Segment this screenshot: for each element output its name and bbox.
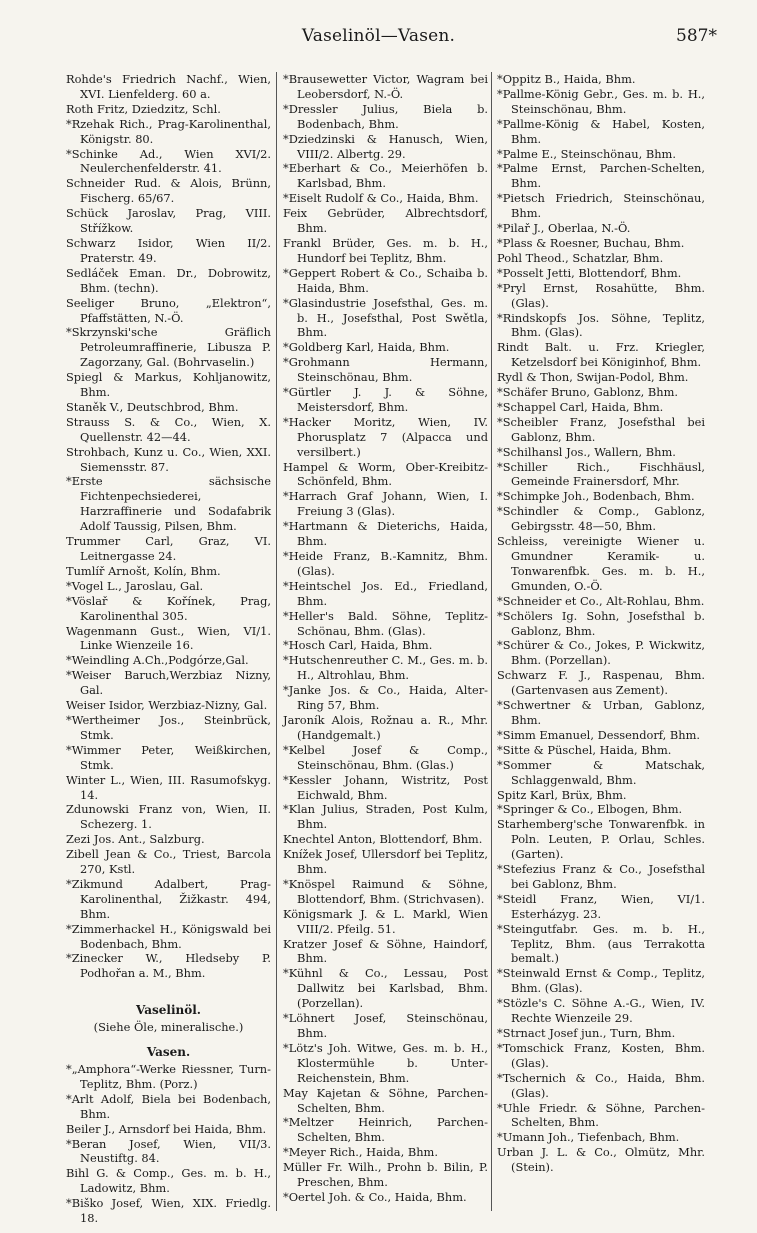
directory-entry: *Eberhart & Co., Meierhöfen b. Karlsbad, Bhm. [283, 161, 488, 191]
directory-entry: Königsmark J. & L. Markl, Wien VIII/2. Pfeilg. 51. [283, 906, 488, 936]
page-title: Vaselinöl—Vasen. [301, 26, 456, 46]
directory-entry: *Knöspel Raimund & Söhne, Blottendorf, Bhm. (Strichvasen). [283, 876, 488, 906]
directory-entry: *Rindskopfs Jos. Söhne, Teplitz, Bhm. (Glas). [497, 310, 705, 340]
entry-list [66, 1062, 271, 1226]
directory-entry: Beiler J., Arnsdorf bei Haida, Bhm. [66, 1121, 267, 1136]
entry-list [283, 72, 488, 1205]
column-2 [283, 72, 488, 1211]
directory-entry: *Weiser Baruch,Werzbiaz Nizny, Gal. [66, 668, 271, 698]
directory-entry: Zibell Jean & Co., Triest, Barcola 270, Kstl. [66, 847, 271, 877]
directory-entry: *Pilař J., Oberlaa, N.-Ö. [497, 221, 631, 236]
directory-entry: Frankl Brüder, Ges. m. b. H., Hundorf bei Teplitz, Bhm. [283, 235, 488, 265]
column-divider [276, 72, 277, 1211]
entry-list [497, 72, 705, 1175]
directory-entry: *Steidl Franz, Wien, VI/1. Esterházyg. 23. [497, 891, 705, 921]
directory-entry: *Pryl Ernst, Rosahütte, Bhm. (Glas). [497, 280, 705, 310]
section-heading-vasen: Vasen. [146, 1045, 191, 1060]
directory-entry: *Janke Jos. & Co., Haida, Alter-Ring 57, Bhm. [283, 683, 488, 713]
directory-entry: Roth Fritz, Dziedzitz, Schl. [66, 101, 221, 116]
directory-entry: Seeliger Bruno, „Elektron“, Pfaffstätten, N.-Ö. [66, 295, 271, 325]
directory-entry: *Heller's Bald. Söhne, Teplitz-Schönau, Bhm. (Glas). [283, 608, 488, 638]
directory-entry: *Schindler & Comp., Gablonz, Gebirgsstr. 48—50, Bhm. [497, 504, 705, 534]
section-heading-vaselinol: Vaselinöl. [136, 1003, 201, 1018]
directory-entry: Jaroník Alois, Rožnau a. R., Mhr. (Handgemalt.) [283, 712, 488, 742]
directory-entry: *Uhle Friedr. & Söhne, Parchen-Schelten, Bhm. [497, 1100, 705, 1130]
directory-entry: *Strnact Josef jun., Turn, Bhm. [497, 1026, 676, 1040]
directory-entry: *„Amphora“-Werke Riessner, Turn-Teplitz, Bhm. (Porz.) [66, 1062, 271, 1091]
directory-entry: *Brausewetter Victor, Wagram bei Leobersdorf, N.-Ö. [283, 72, 488, 101]
directory-entry: Zdunowski Franz von, Wien, II. Schezerg. 1. [66, 802, 271, 832]
directory-entry: Rindt Balt. u. Frz. Kriegler, Ketzelsdorf bei Königinhof, Bhm. [497, 340, 705, 370]
directory-entry: *Heide Franz, B.-Kamnitz, Bhm. (Glas). [283, 549, 488, 578]
directory-entry: *Kelbel Josef & Comp., Steinschönau, Bhm. (Glas.) [283, 742, 488, 772]
directory-entry: Spitz Karl, Brüx, Bhm. [497, 787, 627, 802]
directory-entry: *Kessler Johann, Wistritz, Post Eichwald, Bhm. [283, 772, 488, 802]
directory-entry: *Rzehak Rich., Prag-Karolinenthal, Königstr. 80. [66, 116, 271, 146]
directory-entry: Pohl Theod., Schatzlar, Bhm. [497, 250, 664, 265]
directory-entry: *Springer & Co., Elbogen, Bhm. [497, 802, 683, 817]
directory-entry: *Schwertner & Urban, Gablonz, Bhm. [497, 698, 705, 727]
directory-entry: Weiser Isidor, Werzbiaz-Nizny, Gal. [66, 698, 268, 713]
directory-entry: *Pietsch Friedrich, Steinschönau, Bhm. [497, 191, 705, 221]
directory-entry: *Tschernich & Co., Haida, Bhm. (Glas). [497, 1070, 705, 1100]
directory-entry: Spiegl & Markus, Kohljanowitz, Bhm. [66, 370, 271, 400]
directory-entry: *Steinwald Ernst & Comp., Teplitz, Bhm. (Glas). [497, 966, 705, 996]
directory-entry: *Wimmer Peter, Weißkirchen, Stmk. [66, 742, 271, 772]
directory-entry: Schwarz F. J., Raspenau, Bhm. (Gartenvasen aus Zement). [497, 668, 705, 698]
directory-entry: *Hosch Carl, Haida, Bhm. [283, 638, 433, 653]
directory-entry: *Simm Emanuel, Dessendorf, Bhm. [497, 727, 700, 742]
directory-entry: *Lötz's Joh. Witwe, Ges. m. b. H., Klostermühle b. Unter-Reichenstein, Bhm. [283, 1040, 488, 1085]
directory-entry: *Palme Ernst, Parchen-Schelten, Bhm. [497, 161, 705, 191]
directory-entry: *Hartmann & Dieterichs, Haida, Bhm. [283, 519, 488, 549]
directory-entry: *Skrzynski'sche Gräflich Petroleumraffinerie, Libusza P. Zagorzany, Gal. (Bohrvaselin.) [66, 325, 271, 370]
directory-entry: *Dziedzinski & Hanusch, Wien, VIII/2. Albertg. 29. [283, 131, 488, 161]
directory-entry: *Schappel Carl, Haida, Bhm. [497, 399, 664, 414]
directory-entry: *Scheibler Franz, Josefsthal bei Gablonz, Bhm. [497, 414, 705, 444]
directory-entry: *Steingutfabr. Ges. m. b. H., Teplitz, Bhm. (aus Terrakotta bemalt.) [497, 921, 705, 966]
directory-entry: *Vöslař & Kořínek, Prag, Karolinenthal 305. [66, 593, 271, 623]
directory-entry: *Hacker Moritz, Wien, IV. Phorusplatz 7 (Alpacca und versilbert.) [283, 414, 488, 459]
directory-entry: Schneider Rud. & Alois, Brünn, Fischerg. 65/67. [66, 176, 271, 206]
directory-entry: *Gürtler J. J. & Söhne, Meistersdorf, Bhm. [283, 385, 488, 414]
directory-entry: *Posselt Jetti, Blottendorf, Bhm. [497, 265, 682, 280]
directory-entry: *Oppitz B., Haida, Bhm. [497, 72, 636, 86]
directory-entry: *Zinecker W., Hledseby P. Podhořan a. M., Bhm. [66, 951, 271, 981]
directory-entry: *Weindling A.Ch.,Podgórze,Gal. [66, 653, 249, 668]
directory-entry: Wagenmann Gust., Wien, VI/1. Linke Wienzeile 16. [66, 623, 271, 653]
directory-entry: Schwarz Isidor, Wien II/2. Praterstr. 49. [66, 235, 271, 265]
directory-entry: *Schäfer Bruno, Gablonz, Bhm. [497, 385, 679, 400]
directory-entry: Hampel & Worm, Ober-Kreibitz-Schönfeld, Bhm. [283, 459, 488, 489]
directory-entry: *Vogel L., Jaroslau, Gal. [66, 578, 204, 593]
directory-entry: Schück Jaroslav, Prag, VIII. Střížkow. [66, 206, 271, 236]
directory-entry: *Meyer Rich., Haida, Bhm. [283, 1145, 438, 1160]
directory-entry: May Kajetan & Söhne, Parchen-Schelten, Bhm. [283, 1085, 488, 1115]
column-divider [491, 72, 492, 1211]
directory-entry: Zezi Jos. Ant., Salzburg. [66, 832, 205, 847]
directory-entry: *Schölers Ig. Sohn, Josefsthal b. Gablonz, Bhm. [497, 608, 705, 638]
directory-entry: *Beran Josef, Wien, VII/3. Neustiftg. 84. [66, 1136, 271, 1166]
directory-entry: *Pallme-König & Habel, Kosten, Bhm. [497, 116, 705, 146]
directory-entry: *Schneider et Co., Alt-Rohlau, Bhm. [497, 593, 705, 608]
directory-entry: *Schilhansl Jos., Wallern, Bhm. [497, 444, 676, 459]
directory-entry: *Erste sächsische Fichtenpechsiederei, Harzraffinerie und Sodafabrik Adolf Taussig, Pilsen, Bhm. [66, 474, 271, 534]
directory-entry: Sedláček Eman. Dr., Dobrowitz, Bhm. (techn). [66, 265, 271, 295]
directory-entry: *Zimmerhackel H., Königswald bei Bodenbach, Bhm. [66, 921, 271, 951]
directory-entry: *Harrach Graf Johann, Wien, I. Freiung 3 (Glas). [283, 489, 488, 519]
directory-entry: Tumlíř Arnošt, Kolín, Bhm. [66, 563, 221, 578]
directory-entry: Rydl & Thon, Swijan-Podol, Bhm. [497, 370, 689, 385]
directory-entry: Kratzer Josef & Söhne, Haindorf, Bhm. [283, 936, 488, 966]
directory-entry: *Schürer & Co., Jokes, P. Wickwitz, Bhm. (Porzellan). [497, 638, 705, 668]
directory-entry: Müller Fr. Wilh., Prohn b. Bilin, P. Preschen, Bhm. [283, 1160, 488, 1190]
directory-entry: *Grohmann Hermann, Steinschönau, Bhm. [283, 355, 488, 385]
column-3 [497, 72, 705, 1211]
directory-entry: *Tomschick Franz, Kosten, Bhm. (Glas). [497, 1040, 705, 1070]
directory-entry: *Schiller Rich., Fischhäusl, Gemeinde Frainersdorf, Mhr. [497, 459, 705, 489]
directory-entry: Knechtel Anton, Blottendorf, Bhm. [283, 832, 483, 847]
directory-entry: *Plass & Roesner, Buchau, Bhm. [497, 235, 685, 250]
directory-entry: *Oertel Joh. & Co., Haida, Bhm. [283, 1189, 467, 1204]
directory-entry: *Umann Joh., Tiefenbach, Bhm. [497, 1130, 680, 1145]
directory-entry: *Sommer & Matschak, Schlaggenwald, Bhm. [497, 757, 705, 787]
directory-entry: *Stefezius Franz & Co., Josefsthal bei Gablonz, Bhm. [497, 862, 705, 891]
directory-entry: *Dressler Julius, Biela b. Bodenbach, Bhm. [283, 101, 488, 131]
directory-entry: *Wertheimer Jos., Steinbrück, Stmk. [66, 712, 271, 742]
directory-entry: Strohbach, Kunz u. Co., Wien, XXI. Siemensstr. 87. [66, 444, 271, 474]
directory-entry: *Löhnert Josef, Steinschönau, Bhm. [283, 1011, 488, 1040]
directory-entry: *Hutschenreuther C. M., Ges. m. b. H., Altrohlau, Bhm. [283, 653, 488, 683]
directory-entry: *Sitte & Püschel, Haida, Bhm. [497, 742, 672, 757]
directory-entry: Knížek Josef, Ullersdorf bei Teplitz, Bhm. [283, 847, 488, 877]
directory-entry: *Schinke Ad., Wien XVI/2. Neulerchenfelderstr. 41. [66, 146, 271, 176]
directory-entry: Strauss S. & Co., Wien, X. Quellenstr. 42—44. [66, 414, 271, 444]
directory-entry: *Klan Julius, Straden, Post Kulm, Bhm. [283, 802, 488, 832]
directory-entry: *Goldberg Karl, Haida, Bhm. [283, 340, 450, 355]
directory-entry: *Stözle's C. Söhne A.-G., Wien, IV. Rechte Wienzeile 29. [497, 996, 705, 1026]
directory-entry: *Schimpke Joh., Bodenbach, Bhm. [497, 489, 695, 504]
directory-entry: Rohde's Friedrich Nachf., Wien, XVI. Lienfelderg. 60 a. [66, 72, 271, 101]
directory-entry: Staněk V., Deutschbrod, Bhm. [66, 399, 239, 414]
page-header [0, 26, 757, 50]
directory-entry: *Arlt Adolf, Biela bei Bodenbach, Bhm. [66, 1091, 271, 1121]
directory-entry: Bihl G. & Comp., Ges. m. b. H., Ladowitz, Bhm. [66, 1166, 271, 1196]
directory-entry: *Heintschel Jos. Ed., Friedland, Bhm. [283, 578, 488, 608]
page-number: 587* [676, 26, 717, 46]
directory-entry: Winter L., Wien, III. Rasumofskyg. 14. [66, 772, 271, 802]
directory-entry: Feix Gebrüder, Albrechtsdorf, Bhm. [283, 206, 488, 236]
directory-entry: *Zikmund Adalbert, Prag-Karolinenthal, Žižkastr. 494, Bhm. [66, 876, 271, 921]
directory-entry: *Geppert Robert & Co., Schaiba b. Haida, Bhm. [283, 265, 488, 295]
entry-list [66, 72, 271, 981]
directory-entry: Starhemberg'sche Tonwarenfbk. in Poln. Leuten, P. Orlau, Schles. (Garten). [497, 817, 705, 862]
directory-entry: Schleiss, vereinigte Wiener u. Gmundner Keramik- u. Tonwarenfbk. Ges. m. b. H., Gmunden, O.-Ö. [497, 534, 705, 593]
directory-entry: *Biško Josef, Wien, XIX. Friedlg. 18. [66, 1196, 271, 1226]
directory-entry: Urban J. L. & Co., Olmütz, Mhr. (Stein). [497, 1145, 705, 1175]
directory-entry: *Glasindustrie Josefsthal, Ges. m. b. H., Josefsthal, Post Swětla, Bhm. [283, 295, 488, 340]
section-note: (Siehe Öle, mineralische.) [93, 1020, 244, 1035]
column-1 [66, 72, 271, 1226]
directory-entry: *Pallme-König Gebr., Ges. m. b. H., Steinschönau, Bhm. [497, 86, 705, 116]
directory-entry: Trummer Carl, Graz, VI. Leitnergasse 24. [66, 534, 271, 563]
directory-entry: *Eiselt Rudolf & Co., Haida, Bhm. [283, 191, 479, 206]
directory-entry: *Palme E., Steinschönau, Bhm. [497, 146, 676, 161]
directory-entry: *Meltzer Heinrich, Parchen-Schelten, Bhm. [283, 1115, 488, 1145]
directory-entry: *Kühnl & Co., Lessau, Post Dallwitz bei Karlsbad, Bhm. (Porzellan). [283, 966, 488, 1011]
